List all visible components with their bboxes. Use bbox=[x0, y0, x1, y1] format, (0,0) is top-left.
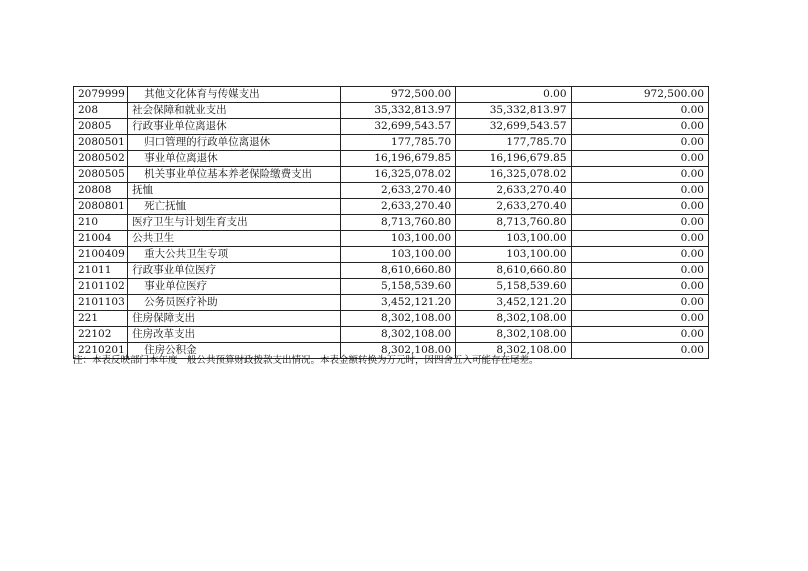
subject-code-cell: 210 bbox=[74, 215, 128, 231]
subject-name-cell: 归口管理的行政单位离退休 bbox=[128, 135, 341, 151]
total-amount-cell: 8,302,108.00 bbox=[340, 327, 455, 343]
subject-code-cell: 2100409 bbox=[74, 247, 128, 263]
table-row bbox=[74, 247, 709, 263]
total-amount-cell: 103,100.00 bbox=[340, 247, 455, 263]
basic-expense-cell: 16,196,679.85 bbox=[456, 151, 571, 167]
subject-name-cell: 医疗卫生与计划生育支出 bbox=[128, 215, 341, 231]
total-amount-cell: 5,158,539.60 bbox=[340, 279, 455, 295]
table-row bbox=[74, 119, 709, 135]
total-amount-cell: 16,196,679.85 bbox=[340, 151, 455, 167]
subject-code-cell: 22102 bbox=[74, 327, 128, 343]
table-row bbox=[74, 135, 709, 151]
total-amount-cell: 972,500.00 bbox=[340, 87, 455, 103]
subject-code-cell: 21011 bbox=[74, 263, 128, 279]
basic-expense-cell: 8,610,660.80 bbox=[456, 263, 571, 279]
subject-code-cell: 2079999 bbox=[74, 87, 128, 103]
project-expense-cell: 0.00 bbox=[571, 327, 708, 343]
subject-name-cell: 公共卫生 bbox=[128, 231, 341, 247]
table-row bbox=[74, 199, 709, 215]
subject-code-cell: 21004 bbox=[74, 231, 128, 247]
project-expense-cell: 0.00 bbox=[571, 247, 708, 263]
total-amount-cell: 8,302,108.00 bbox=[340, 311, 455, 327]
total-amount-cell: 2,633,270.40 bbox=[340, 199, 455, 215]
project-expense-cell: 0.00 bbox=[571, 199, 708, 215]
subject-name-cell: 死亡抚恤 bbox=[128, 199, 341, 215]
subject-name-cell: 事业单位医疗 bbox=[128, 279, 341, 295]
basic-expense-cell: 103,100.00 bbox=[456, 231, 571, 247]
project-expense-cell: 0.00 bbox=[571, 343, 708, 359]
subject-code-cell: 2080505 bbox=[74, 167, 128, 183]
basic-expense-cell: 8,302,108.00 bbox=[456, 311, 571, 327]
total-amount-cell: 3,452,121.20 bbox=[340, 295, 455, 311]
subject-name-cell: 公务员医疗补助 bbox=[128, 295, 341, 311]
basic-expense-cell: 0.00 bbox=[456, 87, 571, 103]
total-amount-cell: 177,785.70 bbox=[340, 135, 455, 151]
table-row bbox=[74, 295, 709, 311]
basic-expense-cell: 177,785.70 bbox=[456, 135, 571, 151]
project-expense-cell: 972,500.00 bbox=[571, 87, 708, 103]
project-expense-cell: 0.00 bbox=[571, 263, 708, 279]
subject-code-cell: 2080801 bbox=[74, 199, 128, 215]
subject-code-cell: 20808 bbox=[74, 183, 128, 199]
subject-name-cell: 抚恤 bbox=[128, 183, 341, 199]
project-expense-cell: 0.00 bbox=[571, 295, 708, 311]
table-row bbox=[74, 327, 709, 343]
table-footnote: 注：本表反映部门本年度一般公共预算财政拨款支出情况。本表金额转换为万元时，因四舍五入可能存在尾差。 bbox=[73, 355, 539, 366]
project-expense-cell: 0.00 bbox=[571, 231, 708, 247]
basic-expense-cell: 8,302,108.00 bbox=[456, 327, 571, 343]
table-row bbox=[74, 279, 709, 295]
subject-name-cell: 事业单位离退休 bbox=[128, 151, 341, 167]
subject-name-cell: 行政事业单位医疗 bbox=[128, 263, 341, 279]
table-row bbox=[74, 263, 709, 279]
subject-code-cell: 221 bbox=[74, 311, 128, 327]
table-body bbox=[74, 87, 709, 359]
project-expense-cell: 0.00 bbox=[571, 135, 708, 151]
subject-code-cell: 2101102 bbox=[74, 279, 128, 295]
subject-name-cell: 机关事业单位基本养老保险缴费支出 bbox=[128, 167, 341, 183]
table-row bbox=[74, 231, 709, 247]
project-expense-cell: 0.00 bbox=[571, 215, 708, 231]
subject-name-cell: 其他文化体育与传媒支出 bbox=[128, 87, 341, 103]
table-row bbox=[74, 167, 709, 183]
project-expense-cell: 0.00 bbox=[571, 119, 708, 135]
table-row bbox=[74, 215, 709, 231]
total-amount-cell: 8,610,660.80 bbox=[340, 263, 455, 279]
basic-expense-cell: 103,100.00 bbox=[456, 247, 571, 263]
project-expense-cell: 0.00 bbox=[571, 151, 708, 167]
subject-name-cell: 重大公共卫生专项 bbox=[128, 247, 341, 263]
basic-expense-cell: 35,332,813.97 bbox=[456, 103, 571, 119]
subject-name-cell: 住房公积金 bbox=[128, 343, 341, 359]
table-row bbox=[74, 87, 709, 103]
project-expense-cell: 0.00 bbox=[571, 167, 708, 183]
basic-expense-cell: 3,452,121.20 bbox=[456, 295, 571, 311]
table-row bbox=[74, 183, 709, 199]
total-amount-cell: 2,633,270.40 bbox=[340, 183, 455, 199]
subject-code-cell: 2080502 bbox=[74, 151, 128, 167]
project-expense-cell: 0.00 bbox=[571, 103, 708, 119]
subject-code-cell: 208 bbox=[74, 103, 128, 119]
table-row bbox=[74, 103, 709, 119]
subject-code-cell: 2101103 bbox=[74, 295, 128, 311]
basic-expense-cell: 2,633,270.40 bbox=[456, 183, 571, 199]
total-amount-cell: 32,699,543.57 bbox=[340, 119, 455, 135]
project-expense-cell: 0.00 bbox=[571, 311, 708, 327]
subject-code-cell: 2080501 bbox=[74, 135, 128, 151]
basic-expense-cell: 16,325,078.02 bbox=[456, 167, 571, 183]
expenditure-table bbox=[73, 86, 709, 359]
project-expense-cell: 0.00 bbox=[571, 183, 708, 199]
basic-expense-cell: 8,713,760.80 bbox=[456, 215, 571, 231]
subject-name-cell: 住房保障支出 bbox=[128, 311, 341, 327]
table-row bbox=[74, 151, 709, 167]
subject-name-cell: 住房改革支出 bbox=[128, 327, 341, 343]
subject-code-cell: 20805 bbox=[74, 119, 128, 135]
total-amount-cell: 103,100.00 bbox=[340, 231, 455, 247]
project-expense-cell: 0.00 bbox=[571, 279, 708, 295]
subject-code-cell: 2210201 bbox=[74, 343, 128, 359]
subject-name-cell: 行政事业单位离退休 bbox=[128, 119, 341, 135]
basic-expense-cell: 5,158,539.60 bbox=[456, 279, 571, 295]
basic-expense-cell: 32,699,543.57 bbox=[456, 119, 571, 135]
subject-name-cell: 社会保障和就业支出 bbox=[128, 103, 341, 119]
total-amount-cell: 16,325,078.02 bbox=[340, 167, 455, 183]
total-amount-cell: 35,332,813.97 bbox=[340, 103, 455, 119]
basic-expense-cell: 2,633,270.40 bbox=[456, 199, 571, 215]
total-amount-cell: 8,713,760.80 bbox=[340, 215, 455, 231]
total-amount-cell: 8,302,108.00 bbox=[340, 343, 455, 359]
basic-expense-cell: 8,302,108.00 bbox=[456, 343, 571, 359]
table-row bbox=[74, 311, 709, 327]
